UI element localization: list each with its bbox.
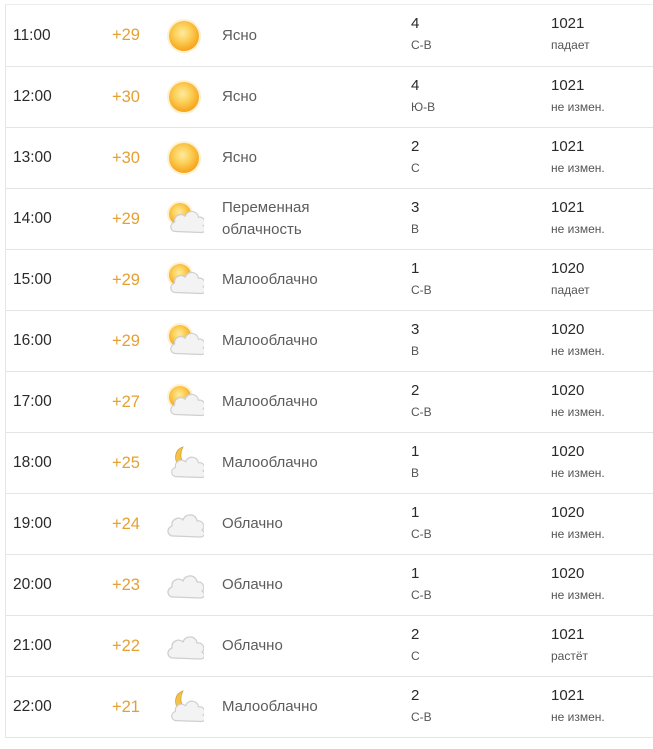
forecast-time: 14:00	[13, 210, 52, 227]
pressure-value: 1020	[551, 565, 585, 582]
pressure-value: 1020	[551, 321, 585, 338]
forecast-row	[6, 250, 653, 311]
wind-speed: 4	[411, 15, 420, 32]
pressure-value: 1021	[551, 15, 585, 32]
forecast-row	[6, 494, 653, 555]
wind-direction: С-В	[411, 527, 432, 541]
forecast-row	[6, 311, 653, 372]
forecast-time: 22:00	[13, 698, 52, 715]
sun-icon	[164, 77, 204, 117]
wind-speed: 4	[411, 77, 420, 94]
forecast-pressure	[551, 76, 605, 116]
forecast-temperature: +29	[112, 331, 140, 350]
forecast-wind	[411, 198, 419, 238]
forecast-temperature: +30	[112, 87, 140, 106]
forecast-description: Малооблачно	[222, 393, 318, 410]
pressure-value: 1021	[551, 77, 585, 94]
partly-cloudy-icon	[164, 321, 204, 361]
forecast-temperature: +22	[112, 636, 140, 655]
forecast-wind	[411, 503, 432, 543]
partly-cloudy-icon	[164, 382, 204, 422]
pressure-value: 1021	[551, 687, 585, 704]
pressure-value: 1020	[551, 504, 585, 521]
forecast-description: Переменная облачность	[222, 199, 310, 238]
pressure-trend: не измен.	[551, 588, 605, 602]
forecast-temperature: +24	[112, 514, 140, 533]
forecast-description: Малооблачно	[222, 698, 318, 715]
forecast-wind	[411, 381, 432, 421]
forecast-wind	[411, 625, 420, 665]
forecast-row	[6, 555, 653, 616]
forecast-wind	[411, 137, 420, 177]
forecast-pressure	[551, 320, 605, 360]
forecast-temperature: +29	[112, 270, 140, 289]
forecast-pressure	[551, 625, 588, 665]
wind-speed: 3	[411, 199, 420, 216]
sun-icon	[164, 16, 204, 56]
forecast-pressure	[551, 14, 590, 54]
pressure-value: 1021	[551, 626, 585, 643]
forecast-wind	[411, 320, 419, 360]
forecast-row	[6, 616, 653, 677]
pressure-trend: не измен.	[551, 344, 605, 358]
forecast-pressure	[551, 198, 605, 238]
forecast-time: 20:00	[13, 576, 52, 593]
wind-direction: С-В	[411, 283, 432, 297]
forecast-pressure	[551, 381, 605, 421]
forecast-time: 13:00	[13, 149, 52, 166]
forecast-time: 18:00	[13, 454, 52, 471]
pressure-trend: растёт	[551, 649, 589, 663]
forecast-time: 21:00	[13, 637, 52, 654]
forecast-description: Ясно	[222, 88, 257, 105]
forecast-time: 11:00	[13, 26, 51, 44]
wind-direction: В	[411, 466, 420, 480]
forecast-pressure	[551, 686, 605, 726]
forecast-description: Облачно	[222, 637, 283, 654]
cloud-icon	[164, 504, 204, 544]
cloud-icon	[164, 565, 204, 605]
forecast-description: Малооблачно	[222, 332, 318, 349]
pressure-trend: падает	[551, 38, 590, 52]
partly-cloudy-icon	[164, 260, 204, 300]
wind-speed: 1	[411, 565, 420, 582]
forecast-row	[6, 433, 653, 494]
pressure-value: 1020	[551, 260, 585, 277]
forecast-wind	[411, 14, 432, 54]
pressure-trend: не измен.	[551, 710, 605, 724]
forecast-temperature: +29	[112, 26, 140, 44]
forecast-description: Малооблачно	[222, 271, 318, 288]
pressure-trend: не измен.	[551, 466, 605, 480]
pressure-trend: не измен.	[551, 100, 605, 114]
pressure-trend: не измен.	[551, 222, 605, 236]
wind-speed: 2	[411, 687, 420, 704]
forecast-wind	[411, 686, 432, 726]
forecast-row	[6, 189, 653, 250]
forecast-temperature: +27	[112, 392, 140, 411]
hourly-forecast-table	[5, 5, 653, 738]
forecast-description: Ясно	[222, 149, 257, 166]
forecast-row	[6, 372, 653, 433]
forecast-time: 12:00	[13, 88, 52, 105]
pressure-trend: не измен.	[551, 405, 605, 419]
forecast-pressure	[551, 564, 605, 604]
forecast-wind	[411, 259, 432, 299]
forecast-description: Облачно	[222, 515, 283, 532]
forecast-pressure	[551, 442, 605, 482]
wind-speed: 1	[411, 260, 420, 277]
pressure-trend: падает	[551, 283, 590, 297]
cloud-icon	[164, 626, 204, 666]
wind-direction: С-В	[411, 710, 432, 724]
wind-direction: С-В	[411, 405, 432, 419]
moon-cloud-icon	[164, 443, 204, 483]
forecast-temperature: +25	[112, 453, 140, 472]
wind-speed: 2	[411, 382, 420, 399]
wind-speed: 1	[411, 504, 420, 521]
forecast-time: 17:00	[13, 393, 52, 410]
forecast-temperature: +30	[112, 148, 140, 167]
forecast-temperature: +21	[112, 697, 140, 716]
wind-direction: С	[411, 649, 420, 663]
pressure-value: 1021	[551, 199, 585, 216]
forecast-row	[6, 128, 653, 189]
wind-speed: 2	[411, 626, 420, 643]
forecast-wind	[411, 564, 432, 604]
forecast-row	[6, 677, 653, 738]
wind-direction: Ю-В	[411, 100, 436, 114]
forecast-wind	[411, 442, 419, 482]
forecast-description: Ясно	[222, 26, 257, 44]
forecast-time: 19:00	[13, 515, 52, 532]
forecast-row	[6, 67, 653, 128]
pressure-value: 1021	[551, 138, 585, 155]
forecast-temperature: +23	[112, 575, 140, 594]
wind-direction: В	[411, 222, 420, 236]
sun-icon	[164, 138, 204, 178]
pressure-value: 1020	[551, 382, 585, 399]
wind-direction: С	[411, 161, 420, 175]
forecast-description: Малооблачно	[222, 454, 318, 471]
wind-speed: 1	[411, 443, 420, 460]
wind-direction: В	[411, 344, 420, 358]
moon-cloud-icon	[164, 687, 204, 727]
forecast-temperature: +29	[112, 209, 140, 228]
partly-cloudy-icon	[164, 199, 204, 239]
wind-speed: 2	[411, 138, 420, 155]
forecast-description: Облачно	[222, 576, 283, 593]
wind-speed: 3	[411, 321, 420, 338]
forecast-time: 16:00	[13, 332, 52, 349]
pressure-trend: не измен.	[551, 527, 605, 541]
wind-direction: С-В	[411, 38, 432, 52]
wind-direction: С-В	[411, 588, 432, 602]
forecast-pressure	[551, 137, 605, 177]
forecast-pressure	[551, 259, 590, 299]
forecast-row	[6, 5, 653, 67]
forecast-time: 15:00	[13, 271, 52, 288]
forecast-pressure	[551, 503, 605, 543]
pressure-trend: не измен.	[551, 161, 605, 175]
pressure-value: 1020	[551, 443, 585, 460]
forecast-wind	[411, 76, 435, 116]
